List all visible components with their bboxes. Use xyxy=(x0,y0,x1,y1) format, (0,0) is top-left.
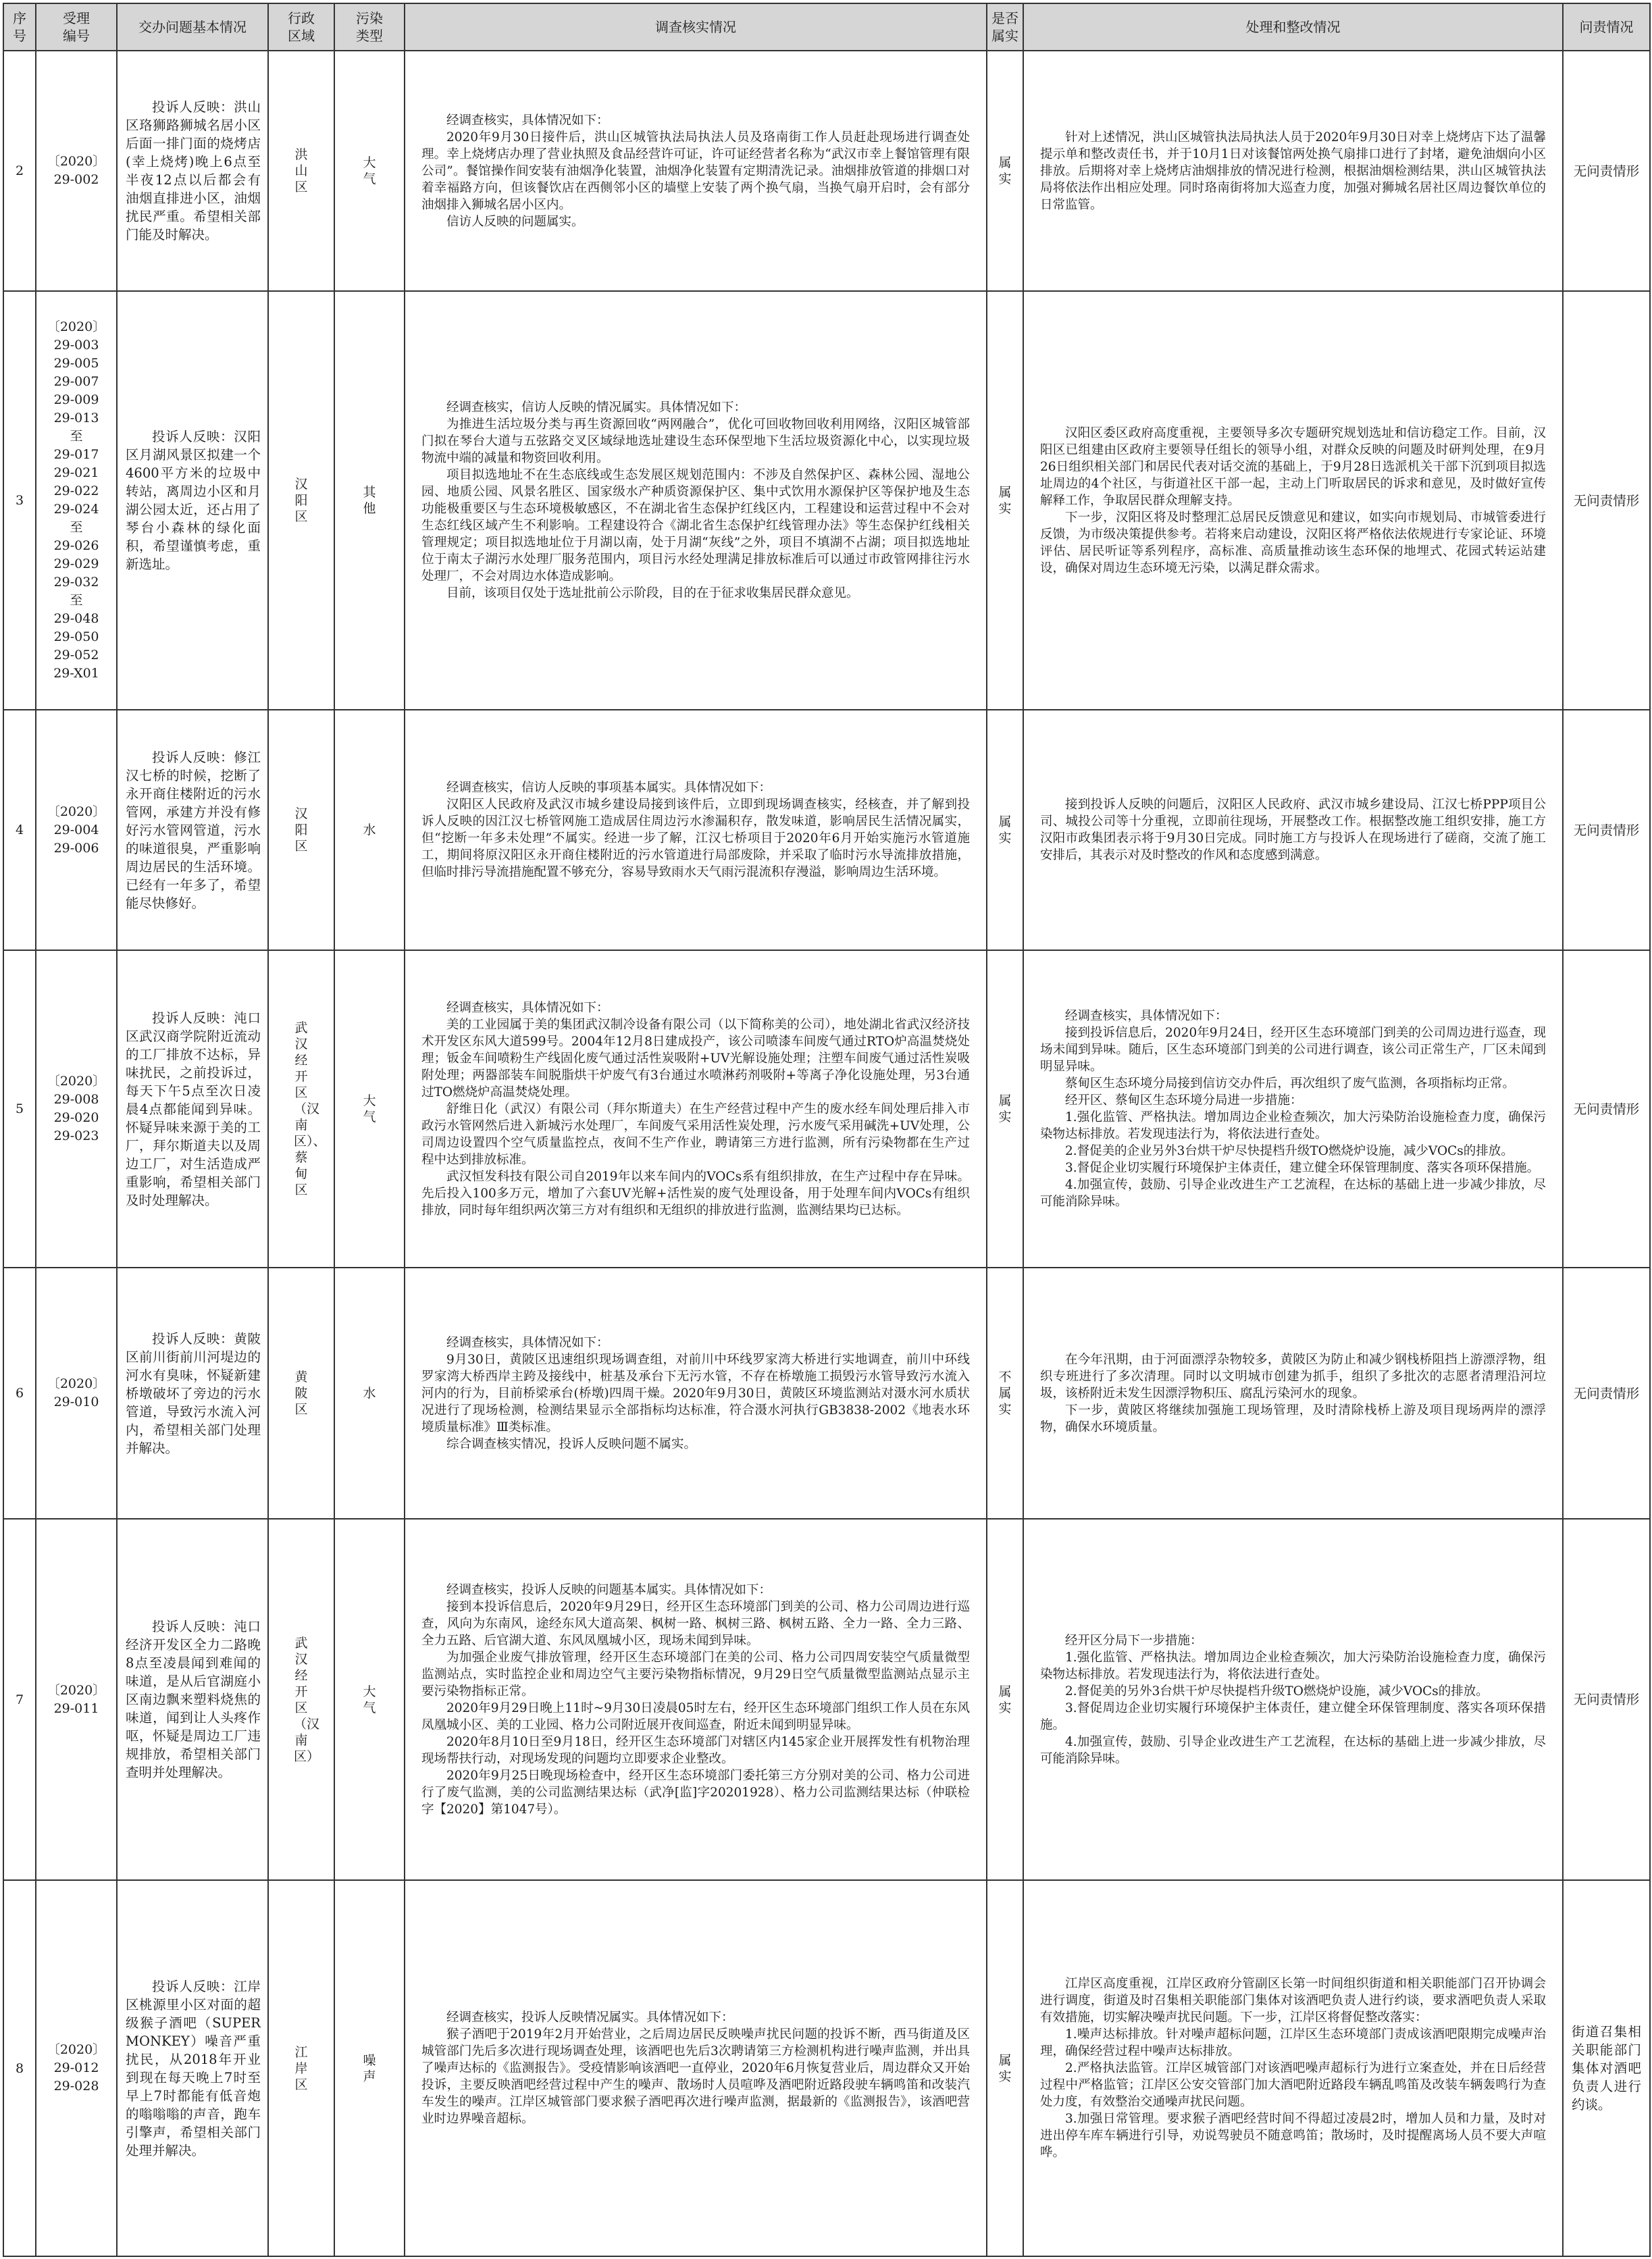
row-district xyxy=(268,51,334,291)
handling-paragraph: 4.加强宣传，鼓励、引导企业改进生产工艺流程，在达标的基础上进一步减少排放，尽可能消除异味。 xyxy=(1040,1734,1546,1766)
handling-paragraph: 蔡甸区生态环境分局接到信访交办件后，再次组织了废气监测，各项指标均正常。 xyxy=(1065,1076,1516,1091)
code-line: 29-012 xyxy=(53,2060,99,2075)
code-line: 29-020 xyxy=(53,1110,99,1125)
row-investigation xyxy=(405,950,987,1268)
handling-paragraph: 针对上述情况，洪山区城管执法局执法人员于2020年9月30日对幸上烧烤店下达了温馨提示单和整改责任书，并于10月1日对该餐馆两处换气扇排口进行了封堵，避免油烟向小区排放。后期将对幸上烧烤店油烟排放的情况进行检测，根据油烟检测结果，洪山区城管执法局将依法作出相应处理。同时珞南街将加大巡查力度，加强对狮城名居社区周边餐饮单位的日常监管。 xyxy=(1040,130,1546,212)
row-complaint xyxy=(117,710,268,950)
row-accountability: 无问责情形 xyxy=(1563,1519,1650,1880)
row-investigation xyxy=(405,1268,987,1519)
code-line: 至 xyxy=(70,593,83,608)
district-text: 武汉经开区（汉南区）、蔡甸区 xyxy=(294,1020,326,1197)
investigation-paragraph: 经调查核实，具体情况如下： xyxy=(446,1000,609,1015)
pollution-text: 噪声 xyxy=(363,2052,376,2084)
code-line: 〔2020〕 xyxy=(47,804,106,819)
investigation-paragraph: 经调查核实，投诉人反映的问题基本属实。具体情况如下： xyxy=(446,1582,772,1597)
handling-paragraph: 下一步，汉阳区将及时整理汇总居民反馈意见和建议，如实向市规划局、市城管委进行反馈，为市级决策提供参考。若将来启动建设，汉阳区将严格依法依规进行专家论证、环境评估、居民听证等系列程序，高标准、高质量推动该生态环保的地埋式、花园式转运站建设，确保对周边生态环境无污染，以满足群众需求。 xyxy=(1040,510,1546,575)
row-district xyxy=(268,950,334,1268)
row-handling xyxy=(1023,1519,1563,1880)
row-codes xyxy=(36,51,117,291)
row-real xyxy=(987,1268,1023,1519)
row-district xyxy=(268,710,334,950)
complaint-text: 投诉人反映：黄陂区前川街前川河堤边的河水有臭味，怀疑新建桥墩破坏了旁边的污水管道，导致污水流入河内，希望相关部门处理并解决。 xyxy=(126,1330,261,1456)
code-line: 〔2020〕 xyxy=(47,1074,106,1089)
code-line: 〔2020〕 xyxy=(47,2042,106,2057)
code-line: 29-003 xyxy=(53,338,99,353)
handling-paragraph: 3.加强日常管理。要求猴子酒吧经营时间不得超过凌晨2时，增加人员和力量，及时对进出停车库车辆进行引导，劝说驾驶员不随意鸣笛；散场时，及时提醒离场人员不要大声喧哗。 xyxy=(1040,2112,1546,2160)
investigation-paragraph: 经调查核实，具体情况如下： xyxy=(446,1335,609,1350)
row-seq: 2 xyxy=(3,51,36,291)
investigation-paragraph: 信访人反映的问题属实。 xyxy=(446,214,584,229)
investigation-paragraph: 猴子酒吧于2019年2月开始营业，之后周边居民反映噪声扰民问题的投诉不断，西马街道及区城管部门先后多次进行现场调查处理，该酒吧也先后3次聘请第三方检测机构进行噪声监测，并出具了噪声达标的《监测报告》。受疫情影响该酒吧一直停业，2020年6月恢复营业后，周边群众又开始投诉，主要反映酒吧经营过程中产生的噪声、散场时人员喧哗及酒吧附近路段驶车辆鸣笛和改装汽车发生的噪声。江岸区城管部门要求猴子酒吧再次进行噪声监测，据最新的《监测报告》，该酒吧营业时边界噪音超标。 xyxy=(421,2027,970,2126)
row-real xyxy=(987,51,1023,291)
table-row xyxy=(3,1519,1650,1880)
row-pollution xyxy=(334,1268,405,1519)
code-line: 29-011 xyxy=(53,1700,99,1716)
header-seq: 序号 xyxy=(3,3,36,51)
code-line: 至 xyxy=(70,429,83,444)
pollution-text: 大气 xyxy=(363,1093,376,1124)
row-seq: 6 xyxy=(3,1268,36,1519)
complaint-text: 投诉人反映：洪山区珞狮路狮城名居小区后面一排门面的烧烤店(幸上烧烤)晚上6点至半夜12点以后都会有油烟直排进小区，油烟扰民严重。希望相关部门能及时解决。 xyxy=(126,99,261,242)
row-district xyxy=(268,1519,334,1880)
real-text: 属实 xyxy=(998,814,1012,846)
code-line: 29-032 xyxy=(53,575,99,590)
complaint-text: 投诉人反映：江岸区桃源里小区对面的超级猴子酒吧（SUPER MONKEY）噪音严重扰民，从2018年开业到现在每天晚上7时至早上7时都能有低音炮的嗡嗡嗡的声音，跑车引擎声，希望相关部门处理并解决。 xyxy=(126,1978,261,2158)
row-investigation xyxy=(405,51,987,291)
row-handling xyxy=(1023,1880,1563,2256)
handling-paragraph: 3.督促企业切实履行环境保护主体责任，建立健全环保管理制度、落实各项环保措施。 xyxy=(1065,1161,1540,1175)
pollution-text: 其他 xyxy=(363,485,376,516)
investigation-paragraph: 综合调查核实情况，投诉人反映问题不属实。 xyxy=(446,1436,697,1451)
row-complaint xyxy=(117,950,268,1268)
district-text: 汉阳区 xyxy=(294,477,308,524)
district-text: 洪山区 xyxy=(294,147,308,194)
row-district xyxy=(268,291,334,710)
row-pollution xyxy=(334,950,405,1268)
code-line: 〔2020〕 xyxy=(47,154,106,169)
handling-paragraph: 3.督促周边企业切实履行环境保护主体责任，建立健全环保管理制度、落实各项环保措施。 xyxy=(1040,1700,1546,1732)
header-handling: 处理和整改情况 xyxy=(1023,3,1563,51)
handling-paragraph: 经开区分局下一步措施： xyxy=(1065,1633,1203,1648)
district-text: 汉阳区 xyxy=(294,806,308,854)
row-investigation xyxy=(405,1519,987,1880)
investigation-paragraph: 接到本投诉信息后，2020年9月29日，经开区生态环境部门到美的公司、格力公司周边进行巡查，风向为东南风，途经东风大道高架、枫树一路、枫树三路、枫树五路、全力一路、全力三路、全力五路、后官湖大道、东风凤凰城小区，现场未闻到异味。 xyxy=(421,1599,970,1648)
row-accountability: 街道召集相关职能部门集体对酒吧负责人进行约谈。 xyxy=(1563,1880,1650,2256)
row-codes xyxy=(36,1519,117,1880)
row-real xyxy=(987,1880,1023,2256)
table-row xyxy=(3,291,1650,710)
table-row xyxy=(3,1268,1650,1519)
row-real xyxy=(987,950,1023,1268)
row-codes xyxy=(36,1268,117,1519)
row-real xyxy=(987,710,1023,950)
complaint-text: 投诉人反映：汉阳区月湖风景区拟建一个4600平方米的垃圾中转站，离周边小区和月湖公园太近，还占用了琴台小森林的绿化面积，希望谨慎考虑，重新选址。 xyxy=(126,429,261,572)
row-codes xyxy=(36,291,117,710)
pollution-text: 水 xyxy=(363,823,376,837)
code-line: 29-024 xyxy=(53,502,99,517)
code-line: 至 xyxy=(70,520,83,535)
header-complaint: 交办问题基本情况 xyxy=(117,3,268,51)
row-complaint xyxy=(117,291,268,710)
district-text: 武汉经开区（汉南区） xyxy=(294,1635,320,1764)
investigation-paragraph: 经调查核实，信访人反映的事项基本属实。具体情况如下： xyxy=(446,781,772,795)
header-real: 是否属实 xyxy=(987,3,1023,51)
handling-paragraph: 在今年汛期，由于河面漂浮杂物较多，黄陂区为防止和减少钢栈桥阻挡上游漂浮物，组织专班进行了多次清理。同时以文明城市创建为抓手，组织了多批次的志愿者清理沿河垃圾，该桥附近未发生因漂浮物积压、腐乱污染河水的现象。 xyxy=(1040,1352,1546,1401)
row-handling xyxy=(1023,710,1563,950)
real-text: 属实 xyxy=(998,485,1012,516)
table-row xyxy=(3,51,1650,291)
code-line: 29-048 xyxy=(53,611,99,626)
code-line: 29-002 xyxy=(53,172,99,187)
row-pollution xyxy=(334,51,405,291)
row-handling xyxy=(1023,51,1563,291)
investigation-paragraph: 2020年9月29日晚上11时~9月30日凌晨05时左右，经开区生态环境部门组织工作人员在东风凤凰城小区、美的工业园、格力公司附近展开夜间巡查，附近未闻到明显异味。 xyxy=(421,1700,970,1732)
investigation-paragraph: 2020年9月30日接件后，洪山区城管执法局执法人员及珞南街工作人员赶赴现场进行调查处理。幸上烧烤店办理了营业执照及食品经营许可证，许可证经营者名称为“武汉市幸上餐馆管理有限公司”。餐馆操作间安装有油烟净化装置，油烟净化装置有定期清洗记录。油烟排放管道的排烟口对着幸福路方向，但该餐饮店在西侧邻小区的墙壁上安装了两个换气扇，当换气扇开启时，会有部分油烟排入狮城名居小区内。 xyxy=(421,130,970,212)
handling-paragraph: 经调查核实，具体情况如下： xyxy=(1065,1009,1228,1023)
investigation-paragraph: 舒维日化（武汉）有限公司（拜尔斯道夫）在生产经营过程中产生的废水经车间处理后排入市政污水管网然后进入新城污水处理厂，车间废气采用活性炭处理，污水废气采用碱洗+UV处理，公司周边设置四个空气质量监控点，夜间不生产作业，聘请第三方进行监测，所有污染物都在生产过程中达到排放标准。 xyxy=(421,1101,970,1167)
complaint-table xyxy=(3,3,1651,2257)
investigation-paragraph: 9月30日，黄陂区迅速组织现场调查组，对前川中环线罗家湾大桥进行实地调查，前川中环线罗家湾大桥西岸主跨及接线中，桩基及承台下无污水管，不存在桥墩施工损毁污水管导致污水流入河内的行为，目前桥梁承台(桥墩)四周干燥。2020年9月30日，黄陂区环境监测站对滠水河水质状况进行了现场检测，检测结果显示全部指标均达标准，符合滠水河执行GB3838-2002《地表水环境质量标准》Ⅲ类标准。 xyxy=(421,1352,970,1434)
real-text: 属实 xyxy=(998,1093,1012,1124)
investigation-paragraph: 2020年8月10日至9月18日，经开区生态环境部门对辖区内145家企业开展挥发性有机物治理现场帮扶行动，对现场发现的问题均立即要求企业整改。 xyxy=(421,1734,970,1766)
row-handling xyxy=(1023,950,1563,1268)
row-pollution xyxy=(334,710,405,950)
code-line: 29-004 xyxy=(53,822,99,837)
row-pollution xyxy=(334,1880,405,2256)
header-accountability: 问责情况 xyxy=(1563,3,1650,51)
investigation-paragraph: 美的工业园属于美的集团武汉制冷设备有限公司（以下简称美的公司），地处湖北省武汉经济技术开发区东风大道599号。2004年12月8日建成投产，该公司喷漆车间废气通过RTO炉高温焚烧处理；钣金车间喷粉生产线固化废气通过活性炭吸附+UV光解设施处理；注塑车间废气通过活性炭吸附处理；两器部装车间脱脂烘干炉废气有3台通过水喷淋药剂吸附+等离子净化设施处理，另3台通过TO燃烧炉高温焚烧处理。 xyxy=(421,1017,970,1099)
investigation-paragraph: 汉阳区人民政府及武汉市城乡建设局接到该件后，立即到现场调查核实，经核查，并了解到投诉人反映的因江汉七桥管网施工造成居住周边污水渗漏积存，散发味道，影响居民生活情况属实，但“挖断一年多未处理”不属实。经进一步了解，江汉七桥项目于2020年6月开始实施污水管道施工，期间将原汉阳区永开商住楼附近的污水管道进行局部废除，并采取了临时污水导流排放措施，但临时排污导流措施配置不够充分，容易导致雨水天气雨污混流积存漫溢，影响周边生活环境。 xyxy=(421,798,970,879)
row-codes xyxy=(36,710,117,950)
row-complaint xyxy=(117,1880,268,2256)
handling-paragraph: 2.严格执法监管。江岸区城管部门对该酒吧噪声超标行为进行立案查处，并在日后经营过程中严格监管；江岸区公安交管部门加大酒吧附近路段车辆乱鸣笛及改装车辆轰鸣行为查处力度，有效整治交通噪声扰民问题。 xyxy=(1040,2061,1546,2109)
complaint-text: 投诉人反映：修江汉七桥的时候，挖断了永开商住楼附近的污水管网，承建方并没有修好污水管网管道，污水的味道很臭，严重影响周边居民的生活环境。已经有一年多了，希望能尽快修好。 xyxy=(126,749,261,911)
code-line: 〔2020〕 xyxy=(47,1682,106,1698)
code-line: 29-021 xyxy=(53,465,99,480)
row-seq: 4 xyxy=(3,710,36,950)
code-line: 29-009 xyxy=(53,392,99,407)
code-line: 29-023 xyxy=(53,1128,99,1143)
pollution-text: 水 xyxy=(363,1386,376,1401)
row-complaint xyxy=(117,51,268,291)
row-investigation xyxy=(405,291,987,710)
code-line: 29-028 xyxy=(53,2079,99,2094)
investigation-paragraph: 为推进生活垃圾分类与再生资源回收“两网融合”，优化可回收物回收利用网络，汉阳区城管部门拟在琴台大道与五弦路交叉区域绿地选址建设生态环保型地下生活垃圾资源化中心，以实现垃圾物流中端的减量和物资回收利用。 xyxy=(421,417,970,465)
complaint-text: 投诉人反映：沌口经济开发区全力二路晚8点至凌晨闻到难闻的味道，是从后官湖庭小区南边飘来塑料烧焦的味道，闻到让人头疼作呕，怀疑是周边工厂违规排放，希望相关部门查明并处理解决。 xyxy=(126,1619,261,1780)
investigation-paragraph: 2020年9月25日晚现场检查中，经开区生态环境部门委托第三方分别对美的公司、格力公司进行了废气监测，美的公司监测结果达标（武净[监]字20201928）、格力公司监测结果达标（仲联检字【2020】第1047号）。 xyxy=(421,1768,970,1817)
row-real xyxy=(987,291,1023,710)
table-row xyxy=(3,950,1650,1268)
code-line: 29-005 xyxy=(53,356,99,371)
handling-paragraph: 江岸区高度重视，江岸区政府分管副区长第一时间组织街道和相关职能部门召开协调会进行调度，街道及时召集相关职能部门集体对该酒吧负责人进行约谈，要求酒吧负责人采取有效措施，切实解决噪声扰民问题。下一步，江岸区将督促整改落实： xyxy=(1040,1977,1546,2025)
code-line: 29-008 xyxy=(53,1092,99,1107)
header-investigation: 调查核实情况 xyxy=(405,3,987,51)
real-text: 属实 xyxy=(998,2052,1012,2084)
row-accountability: 无问责情形 xyxy=(1563,291,1650,710)
handling-paragraph: 汉阳区委区政府高度重视，主要领导多次专题研究规划选址和信访稳定工作。目前，汉阳区已组建由区政府主要领导任组长的领导小组，对群众反映的问题及时研判处理，在9月26日组织相关部门和居民代表对话交流的基础上，于9月28日选派机关干部下沉到项目拟选址周边的4个社区，与街道社区干部一起，主动上门听取居民的诉求和意见，及时做好宣传解释工作，争取居民群众理解支持。 xyxy=(1040,425,1546,508)
row-seq: 8 xyxy=(3,1880,36,2256)
handling-paragraph: 1.强化监管、严格执法。增加周边企业检查频次，加大污染防治设施检查力度，确保污染物达标排放。若发现违法行为，将依法进行查处。 xyxy=(1040,1110,1546,1141)
code-line: 29-022 xyxy=(53,484,99,498)
header-code: 受理编号 xyxy=(36,3,117,51)
pollution-text: 大气 xyxy=(363,1684,376,1715)
pollution-text: 大气 xyxy=(363,155,376,186)
header-row xyxy=(3,3,1650,51)
handling-paragraph: 1.强化监管、严格执法。增加周边企业检查频次，加大污染防治设施检查力度，确保污染物达标排放。若发现违法行为，将依法进行查处。 xyxy=(1040,1650,1546,1682)
row-complaint xyxy=(117,1268,268,1519)
row-real xyxy=(987,1519,1023,1880)
real-text: 属实 xyxy=(998,155,1012,186)
table-row xyxy=(3,1880,1650,2256)
real-text: 不属实 xyxy=(998,1370,1012,1417)
row-seq: 5 xyxy=(3,950,36,1268)
table-row xyxy=(3,710,1650,950)
complaint-text: 投诉人反映：沌口区武汉商学院附近流动的工厂排放不达标，异味扰民，之前投诉过，每天下午5点至次日凌晨4点都能闻到异味。怀疑异味来源于美的工厂，拜尔斯道夫以及周边工厂，对生活造成严重影响，希望相关部门及时处理解决。 xyxy=(126,1010,261,1208)
district-text: 黄陂区 xyxy=(294,1370,308,1417)
code-line: 29-007 xyxy=(53,374,99,389)
row-accountability: 无问责情形 xyxy=(1563,710,1650,950)
handling-paragraph: 1.噪声达标排放。针对噪声超标问题，江岸区生态环境部门责成该酒吧限期完成噪声治理，确保经营过程中噪声达标排放。 xyxy=(1040,2027,1546,2058)
code-line: 29-010 xyxy=(53,1395,99,1409)
code-line: 29-029 xyxy=(53,556,99,571)
header-pollution: 污染类型 xyxy=(334,3,405,51)
handling-paragraph: 接到投诉人反映的问题后，汉阳区人民政府、武汉市城乡建设局、江汉七桥PPP项目公司、城投公司等十分重视，立即前往现场，开展整改工作。根据整改施工组织安排，施工方汉阳市政集团表示将于9月30日完成。同时施工方与投诉人在现场进行了磋商，交流了施工安排后，其表示对及时整改的作风和态度感到满意。 xyxy=(1040,798,1546,862)
handling-paragraph: 2.督促美的企业另外3台烘干炉尽快提档升级TO燃烧炉设施，减少VOCs的排放。 xyxy=(1065,1144,1514,1158)
row-handling xyxy=(1023,1268,1563,1519)
investigation-paragraph: 目前，该项目仅处于选址批前公示阶段，目的在于征求收集居民群众意见。 xyxy=(446,586,859,600)
investigation-paragraph: 经调查核实，具体情况如下： xyxy=(446,113,609,128)
investigation-paragraph: 经调查核实，信访人反映的情况属实。具体情况如下： xyxy=(446,400,747,415)
row-codes xyxy=(36,950,117,1268)
investigation-paragraph: 为加强企业废气排放管理，经开区生态环境部门在美的公司、格力公司四周安装空气质量微型监测站点，实时监控企业和周边空气主要污染物指标情况，9月29日空气质量微型监测站点显示主要污染物指标正常。 xyxy=(421,1650,970,1698)
row-codes xyxy=(36,1880,117,2256)
code-line: 29-052 xyxy=(53,648,99,663)
table-body xyxy=(3,51,1650,2256)
investigation-paragraph: 武汉恒发科技有限公司自2019年以来车间内的VOCs系有组织排放，在生产过程中存在异味。先后投入100多万元，增加了六套UV光解+活性炭的废气处理设备，用于处理车间内VOCs有组织排放，同时每年组织两次第三方对有组织和无组织的排放进行监测，监测结果均已达标。 xyxy=(421,1169,970,1218)
row-handling xyxy=(1023,291,1563,710)
row-seq: 3 xyxy=(3,291,36,710)
handling-paragraph: 接到投诉信息后，2020年9月24日，经开区生态环境部门到美的公司周边进行巡查，现场未闻到异味。随后，区生态环境部门到美的公司进行调查，该公司正常生产，厂区未闻到明显异味。 xyxy=(1040,1026,1546,1074)
code-line: 〔2020〕 xyxy=(47,1376,106,1391)
real-text: 属实 xyxy=(998,1684,1012,1715)
investigation-paragraph: 经调查核实，投诉人反映情况属实。具体情况如下： xyxy=(446,2010,734,2025)
row-district xyxy=(268,1268,334,1519)
handling-paragraph: 2.督促美的另外3台烘干炉尽快提档升级TO燃烧炉设施，减少VOCs的排放。 xyxy=(1065,1684,1489,1698)
code-line: 〔2020〕 xyxy=(47,319,106,334)
investigation-paragraph: 项目拟选地址不在生态底线或生态发展区规划范围内：不涉及自然保护区、森林公园、湿地公园、地质公园、风景名胜区、国家级水产种质资源保护区、集中式饮用水源保护区等保护地及生态功能极重要区与生态环境极敏感区，不在湖北省生态保护红线区内，工程建设和运营过程中不会对生态红线区域产生不利影响。工程建设符合《湖北省生态保护红线管理办法》等生态保护红线相关管理规定；项目拟选地址位于月湖以南，处于月湖“灰线”之外，项目不填湖不占湖；项目拟选地址位于南太子湖污水处理厂服务范围内，项目污水经处理满足排放标准后可以通过市政管网排往污水处理厂，不会对周边水体造成影响。 xyxy=(421,468,970,583)
row-investigation xyxy=(405,710,987,950)
handling-paragraph: 经开区、蔡甸区生态环境分局进一步措施： xyxy=(1065,1093,1303,1108)
code-line: 29-006 xyxy=(53,840,99,856)
row-pollution xyxy=(334,291,405,710)
code-line: 29-050 xyxy=(53,629,99,644)
row-accountability: 无问责情形 xyxy=(1563,51,1650,291)
row-investigation xyxy=(405,1880,987,2256)
row-accountability: 无问责情形 xyxy=(1563,1268,1650,1519)
code-line: 29-026 xyxy=(53,538,99,553)
row-pollution xyxy=(334,1519,405,1880)
district-text: 江岸区 xyxy=(294,2044,308,2092)
handling-paragraph: 下一步，黄陂区将继续加强施工现场管理，及时清除栈桥上游及项目现场两岸的漂浮物，确保水环境质量。 xyxy=(1040,1403,1546,1434)
header-district: 行政区域 xyxy=(268,3,334,51)
handling-paragraph: 4.加强宣传，鼓励、引导企业改进生产工艺流程，在达标的基础上进一步减少排放，尽可能消除异味。 xyxy=(1040,1178,1546,1209)
row-seq: 7 xyxy=(3,1519,36,1880)
code-line: 29-013 xyxy=(53,411,99,425)
row-complaint xyxy=(117,1519,268,1880)
row-accountability: 无问责情形 xyxy=(1563,950,1650,1268)
row-district xyxy=(268,1880,334,2256)
code-line: 29-017 xyxy=(53,447,99,462)
code-line: 29-X01 xyxy=(53,666,99,681)
